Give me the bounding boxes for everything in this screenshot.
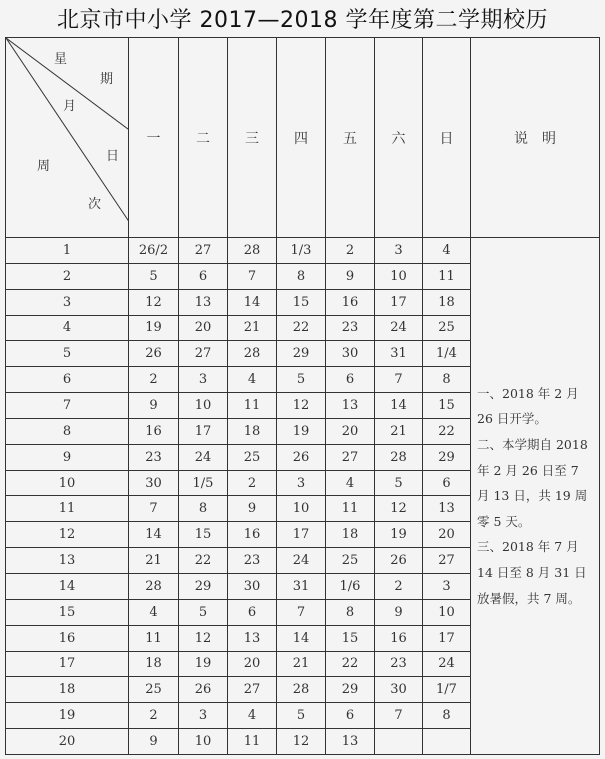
- date-cell: 3: [179, 703, 228, 729]
- date-cell: 7: [375, 703, 423, 729]
- date-cell: 13: [326, 729, 375, 755]
- date-cell: 11: [228, 393, 277, 419]
- date-cell: 2: [129, 367, 179, 393]
- date-cell: [375, 729, 423, 755]
- date-cell: 6: [179, 263, 228, 289]
- date-cell: 24: [179, 444, 228, 470]
- date-cell: 10: [179, 393, 228, 419]
- date-cell: 18: [423, 289, 471, 315]
- date-cell: 3: [375, 238, 423, 264]
- date-cell: 27: [326, 444, 375, 470]
- date-cell: 15: [326, 625, 375, 651]
- date-cell: 26: [179, 677, 228, 703]
- date-cell: 11: [326, 496, 375, 522]
- week-number: 14: [6, 573, 129, 599]
- week-number: 16: [6, 625, 129, 651]
- date-cell: 15: [423, 393, 471, 419]
- date-cell: 3: [423, 573, 471, 599]
- date-cell: 30: [375, 677, 423, 703]
- week-number: 5: [6, 341, 129, 367]
- date-cell: 12: [129, 289, 179, 315]
- date-cell: 22: [179, 548, 228, 574]
- date-cell: 4: [326, 470, 375, 496]
- date-cell: 31: [375, 341, 423, 367]
- date-cell: 5: [277, 367, 326, 393]
- date-cell: 4: [228, 367, 277, 393]
- date-cell: 4: [129, 599, 179, 625]
- date-cell: 19: [179, 651, 228, 677]
- date-cell: 23: [228, 548, 277, 574]
- week-number: 12: [6, 522, 129, 548]
- date-cell: 21: [277, 651, 326, 677]
- header-monday: 一: [129, 38, 179, 238]
- date-cell: 25: [228, 444, 277, 470]
- date-cell: 25: [423, 315, 471, 341]
- date-cell: 18: [129, 651, 179, 677]
- date-cell: 13: [179, 289, 228, 315]
- date-cell: 14: [129, 522, 179, 548]
- date-cell: 1/7: [423, 677, 471, 703]
- date-cell: 28: [375, 444, 423, 470]
- date-cell: 2: [375, 573, 423, 599]
- date-cell: 21: [129, 548, 179, 574]
- date-cell: 24: [423, 651, 471, 677]
- date-cell: 27: [179, 341, 228, 367]
- date-cell: [423, 729, 471, 755]
- date-cell: 26/2: [129, 238, 179, 264]
- date-cell: 1/6: [326, 573, 375, 599]
- week-number: 20: [6, 729, 129, 755]
- week-number: 18: [6, 677, 129, 703]
- date-cell: 18: [228, 418, 277, 444]
- date-cell: 9: [129, 393, 179, 419]
- date-cell: 10: [375, 263, 423, 289]
- date-cell: 9: [228, 496, 277, 522]
- date-cell: 16: [375, 625, 423, 651]
- week-number: 10: [6, 470, 129, 496]
- label-xing: 星: [54, 52, 68, 67]
- date-cell: 13: [228, 625, 277, 651]
- week-number: 9: [6, 444, 129, 470]
- date-cell: 26: [129, 341, 179, 367]
- notes-cell: [471, 238, 600, 755]
- date-cell: 29: [179, 573, 228, 599]
- date-cell: 20: [228, 651, 277, 677]
- date-cell: 16: [326, 289, 375, 315]
- date-cell: 11: [228, 729, 277, 755]
- page-title: 北京市中小学 2017—2018 学年度第二学期校历: [57, 8, 548, 33]
- date-cell: 15: [179, 522, 228, 548]
- date-cell: 7: [375, 367, 423, 393]
- date-cell: 22: [326, 651, 375, 677]
- header-row: [6, 38, 600, 238]
- date-cell: 19: [277, 418, 326, 444]
- date-cell: 6: [326, 367, 375, 393]
- date-cell: 5: [375, 470, 423, 496]
- date-cell: 28: [129, 573, 179, 599]
- date-cell: 24: [277, 548, 326, 574]
- date-cell: 31: [277, 573, 326, 599]
- week-number: 17: [6, 651, 129, 677]
- date-cell: 5: [179, 599, 228, 625]
- date-cell: 25: [326, 548, 375, 574]
- date-cell: 24: [375, 315, 423, 341]
- date-cell: 12: [277, 393, 326, 419]
- date-cell: 21: [375, 418, 423, 444]
- week-number: 13: [6, 548, 129, 574]
- date-cell: 4: [423, 238, 471, 264]
- date-cell: 3: [179, 367, 228, 393]
- date-cell: 25: [129, 677, 179, 703]
- date-cell: 21: [228, 315, 277, 341]
- date-cell: 23: [326, 315, 375, 341]
- note-item: 二、本学期自 2018 年 2 月 26 日至 7 月 13 日，共 19 周零 5 天。: [477, 436, 588, 529]
- date-cell: 27: [423, 548, 471, 574]
- date-cell: 8: [326, 599, 375, 625]
- label-zhou: 周: [37, 159, 51, 174]
- date-cell: 8: [179, 496, 228, 522]
- date-cell: 20: [179, 315, 228, 341]
- date-cell: 29: [277, 341, 326, 367]
- date-cell: 19: [129, 315, 179, 341]
- header-sunday: 日: [423, 38, 471, 238]
- date-cell: 10: [179, 729, 228, 755]
- header-notes: 说 明: [471, 38, 600, 238]
- date-cell: 6: [326, 703, 375, 729]
- date-cell: 27: [179, 238, 228, 264]
- date-cell: 12: [277, 729, 326, 755]
- date-cell: 2: [326, 238, 375, 264]
- label-yue: 月: [63, 99, 77, 114]
- week-number: 6: [6, 367, 129, 393]
- week-number: 3: [6, 289, 129, 315]
- date-cell: 30: [129, 470, 179, 496]
- header-thursday: 四: [277, 38, 326, 238]
- date-cell: 19: [375, 522, 423, 548]
- school-calendar-table: [5, 37, 600, 755]
- date-cell: 14: [228, 289, 277, 315]
- date-cell: 30: [228, 573, 277, 599]
- date-cell: 13: [423, 496, 471, 522]
- date-cell: 17: [375, 289, 423, 315]
- date-cell: 18: [326, 522, 375, 548]
- date-cell: 6: [423, 470, 471, 496]
- date-cell: 9: [129, 729, 179, 755]
- week-number: 19: [6, 703, 129, 729]
- date-cell: 12: [375, 496, 423, 522]
- date-cell: 29: [326, 677, 375, 703]
- date-cell: 26: [277, 444, 326, 470]
- week-number: 1: [6, 238, 129, 264]
- date-cell: 11: [129, 625, 179, 651]
- date-cell: 20: [326, 418, 375, 444]
- date-cell: 28: [277, 677, 326, 703]
- header-saturday: 六: [375, 38, 423, 238]
- date-cell: 28: [228, 341, 277, 367]
- date-cell: 3: [277, 470, 326, 496]
- date-cell: 12: [179, 625, 228, 651]
- week-number: 11: [6, 496, 129, 522]
- date-cell: 23: [375, 651, 423, 677]
- week-number: 4: [6, 315, 129, 341]
- label-qi: 期: [100, 72, 114, 87]
- date-cell: 5: [129, 263, 179, 289]
- date-cell: 11: [423, 263, 471, 289]
- date-cell: 14: [277, 625, 326, 651]
- note-item: 三、2018 年 7 月 14 日至 8 月 31 日放暑假，共 7 周。: [477, 539, 587, 606]
- header-wednesday: 三: [228, 38, 277, 238]
- week-number: 8: [6, 418, 129, 444]
- date-cell: 8: [277, 263, 326, 289]
- date-cell: 9: [375, 599, 423, 625]
- week-number: 15: [6, 599, 129, 625]
- week-number: 2: [6, 263, 129, 289]
- label-ci: 次: [88, 197, 102, 212]
- header-tuesday: 二: [179, 38, 228, 238]
- date-cell: 6: [228, 599, 277, 625]
- date-cell: 20: [423, 522, 471, 548]
- date-cell: 17: [179, 418, 228, 444]
- date-cell: 17: [423, 625, 471, 651]
- date-cell: 29: [423, 444, 471, 470]
- date-cell: 26: [375, 548, 423, 574]
- date-cell: 1/4: [423, 341, 471, 367]
- date-cell: 16: [129, 418, 179, 444]
- date-cell: 17: [277, 522, 326, 548]
- date-cell: 22: [277, 315, 326, 341]
- date-cell: 23: [129, 444, 179, 470]
- date-cell: 1/5: [179, 470, 228, 496]
- date-cell: 14: [375, 393, 423, 419]
- label-ri: 日: [106, 149, 120, 164]
- date-cell: 28: [228, 238, 277, 264]
- date-cell: 15: [277, 289, 326, 315]
- date-cell: 2: [228, 470, 277, 496]
- date-cell: 9: [326, 263, 375, 289]
- date-cell: 10: [277, 496, 326, 522]
- date-cell: 4: [228, 703, 277, 729]
- date-cell: 7: [228, 263, 277, 289]
- date-cell: 7: [129, 496, 179, 522]
- date-cell: 27: [228, 677, 277, 703]
- date-cell: 22: [423, 418, 471, 444]
- diagonal-corner-header: [6, 38, 129, 238]
- date-cell: 8: [423, 703, 471, 729]
- note-item: 一、2018 年 2 月 26 日开学。: [477, 385, 579, 427]
- date-cell: 1/3: [277, 238, 326, 264]
- header-friday: 五: [326, 38, 375, 238]
- date-cell: 13: [326, 393, 375, 419]
- week-number: 7: [6, 393, 129, 419]
- date-cell: 5: [277, 703, 326, 729]
- date-cell: 30: [326, 341, 375, 367]
- date-cell: 16: [228, 522, 277, 548]
- table-row: [6, 238, 600, 264]
- date-cell: 2: [129, 703, 179, 729]
- date-cell: 8: [423, 367, 471, 393]
- date-cell: 10: [423, 599, 471, 625]
- date-cell: 7: [277, 599, 326, 625]
